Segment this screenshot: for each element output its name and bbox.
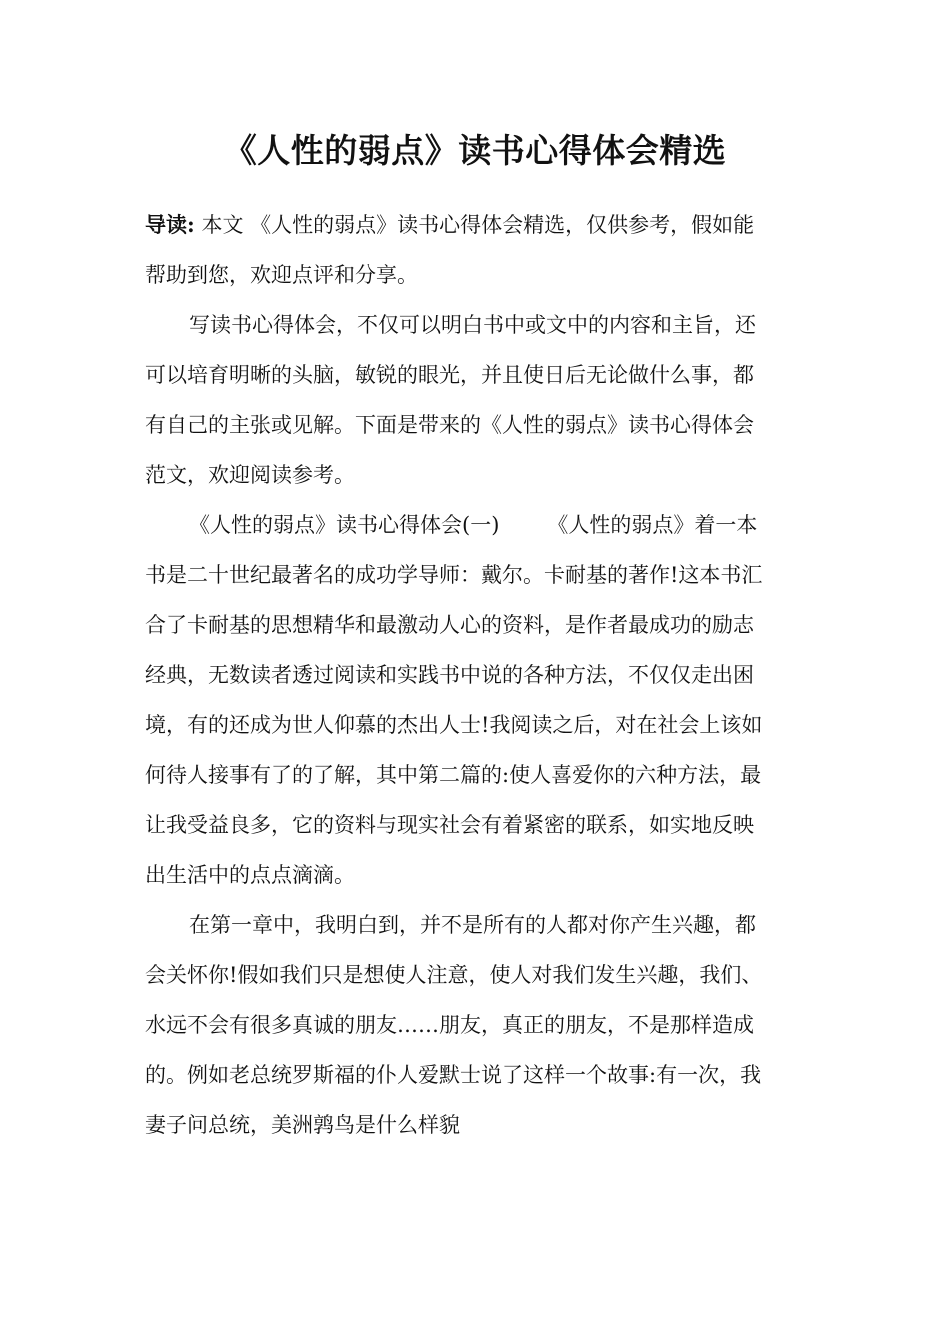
lead-label: 导读: (145, 212, 195, 237)
lead-line-1 (145, 200, 805, 250)
paragraph-2-line: 出生活中的点点滴滴。 (145, 863, 355, 887)
document-body (145, 200, 805, 1150)
paragraph-3-line: 在第一章中，我明白到，并不是所有的人都对你产生兴趣，都 (189, 913, 756, 937)
paragraph-3-line: 的。例如老总统罗斯福的仆人爱默士说了这样一个故事:有一次，我 (145, 1063, 762, 1087)
paragraph-2-start: 《人性的弱点》着一本 (547, 513, 758, 537)
paragraph-3-line: 会关怀你!假如我们只是想使人注意，使人对我们发生兴趣，我们、 (145, 963, 763, 987)
paragraph-2-line: 经典，无数读者透过阅读和实践书中说的各种方法，不仅仅走出困 (145, 663, 754, 687)
document-title: 《人性的弱点》读书心得体会精选 (223, 131, 727, 170)
paragraph-2-line: 何待人接事有了的了解，其中第二篇的:使人喜爱你的六种方法，最 (145, 763, 762, 787)
paragraph-1-line: 写读书心得体会，不仅可以明白书中或文中的内容和主旨，还 (189, 313, 756, 337)
paragraph-2-line: 境，有的还成为世人仰慕的杰出人士!我阅读之后，对在社会上该如 (145, 713, 763, 737)
section-heading: 《人性的弱点》读书心得体会(一) (189, 513, 500, 537)
paragraph-2-line: 书是二十世纪最著名的成功学导师：戴尔。卡耐基的著作!这本书汇 (145, 563, 763, 587)
paragraph-3-line: 水远不会有很多真诚的朋友……朋友，真正的朋友，不是那样造成 (145, 1013, 754, 1037)
lead-line-2: 帮助到您，欢迎点评和分享。 (145, 263, 418, 287)
paragraph-2-first-line (145, 500, 805, 550)
paragraph-1-line: 范文，欢迎阅读参考。 (145, 463, 355, 487)
paragraph-3-line: 妻子问总统，美洲鹑鸟是什么样貌 (145, 1113, 460, 1137)
lead-text: 本文 《人性的弱点》读书心得体会精选，仅供参考，假如能 (201, 213, 755, 237)
paragraph-2-line: 合了卡耐基的思想精华和最激动人心的资料，是作者最成功的励志 (145, 613, 754, 637)
paragraph-2-line: 让我受益良多，它的资料与现实社会有着紧密的联系，如实地反映 (145, 813, 754, 837)
paragraph-1-line: 有自己的主张或见解。下面是带来的《人性的弱点》读书心得体会 (145, 413, 754, 437)
paragraph-1-line: 可以培育明晰的头脑，敏锐的眼光，并且使日后无论做什么事，都 (145, 363, 754, 387)
